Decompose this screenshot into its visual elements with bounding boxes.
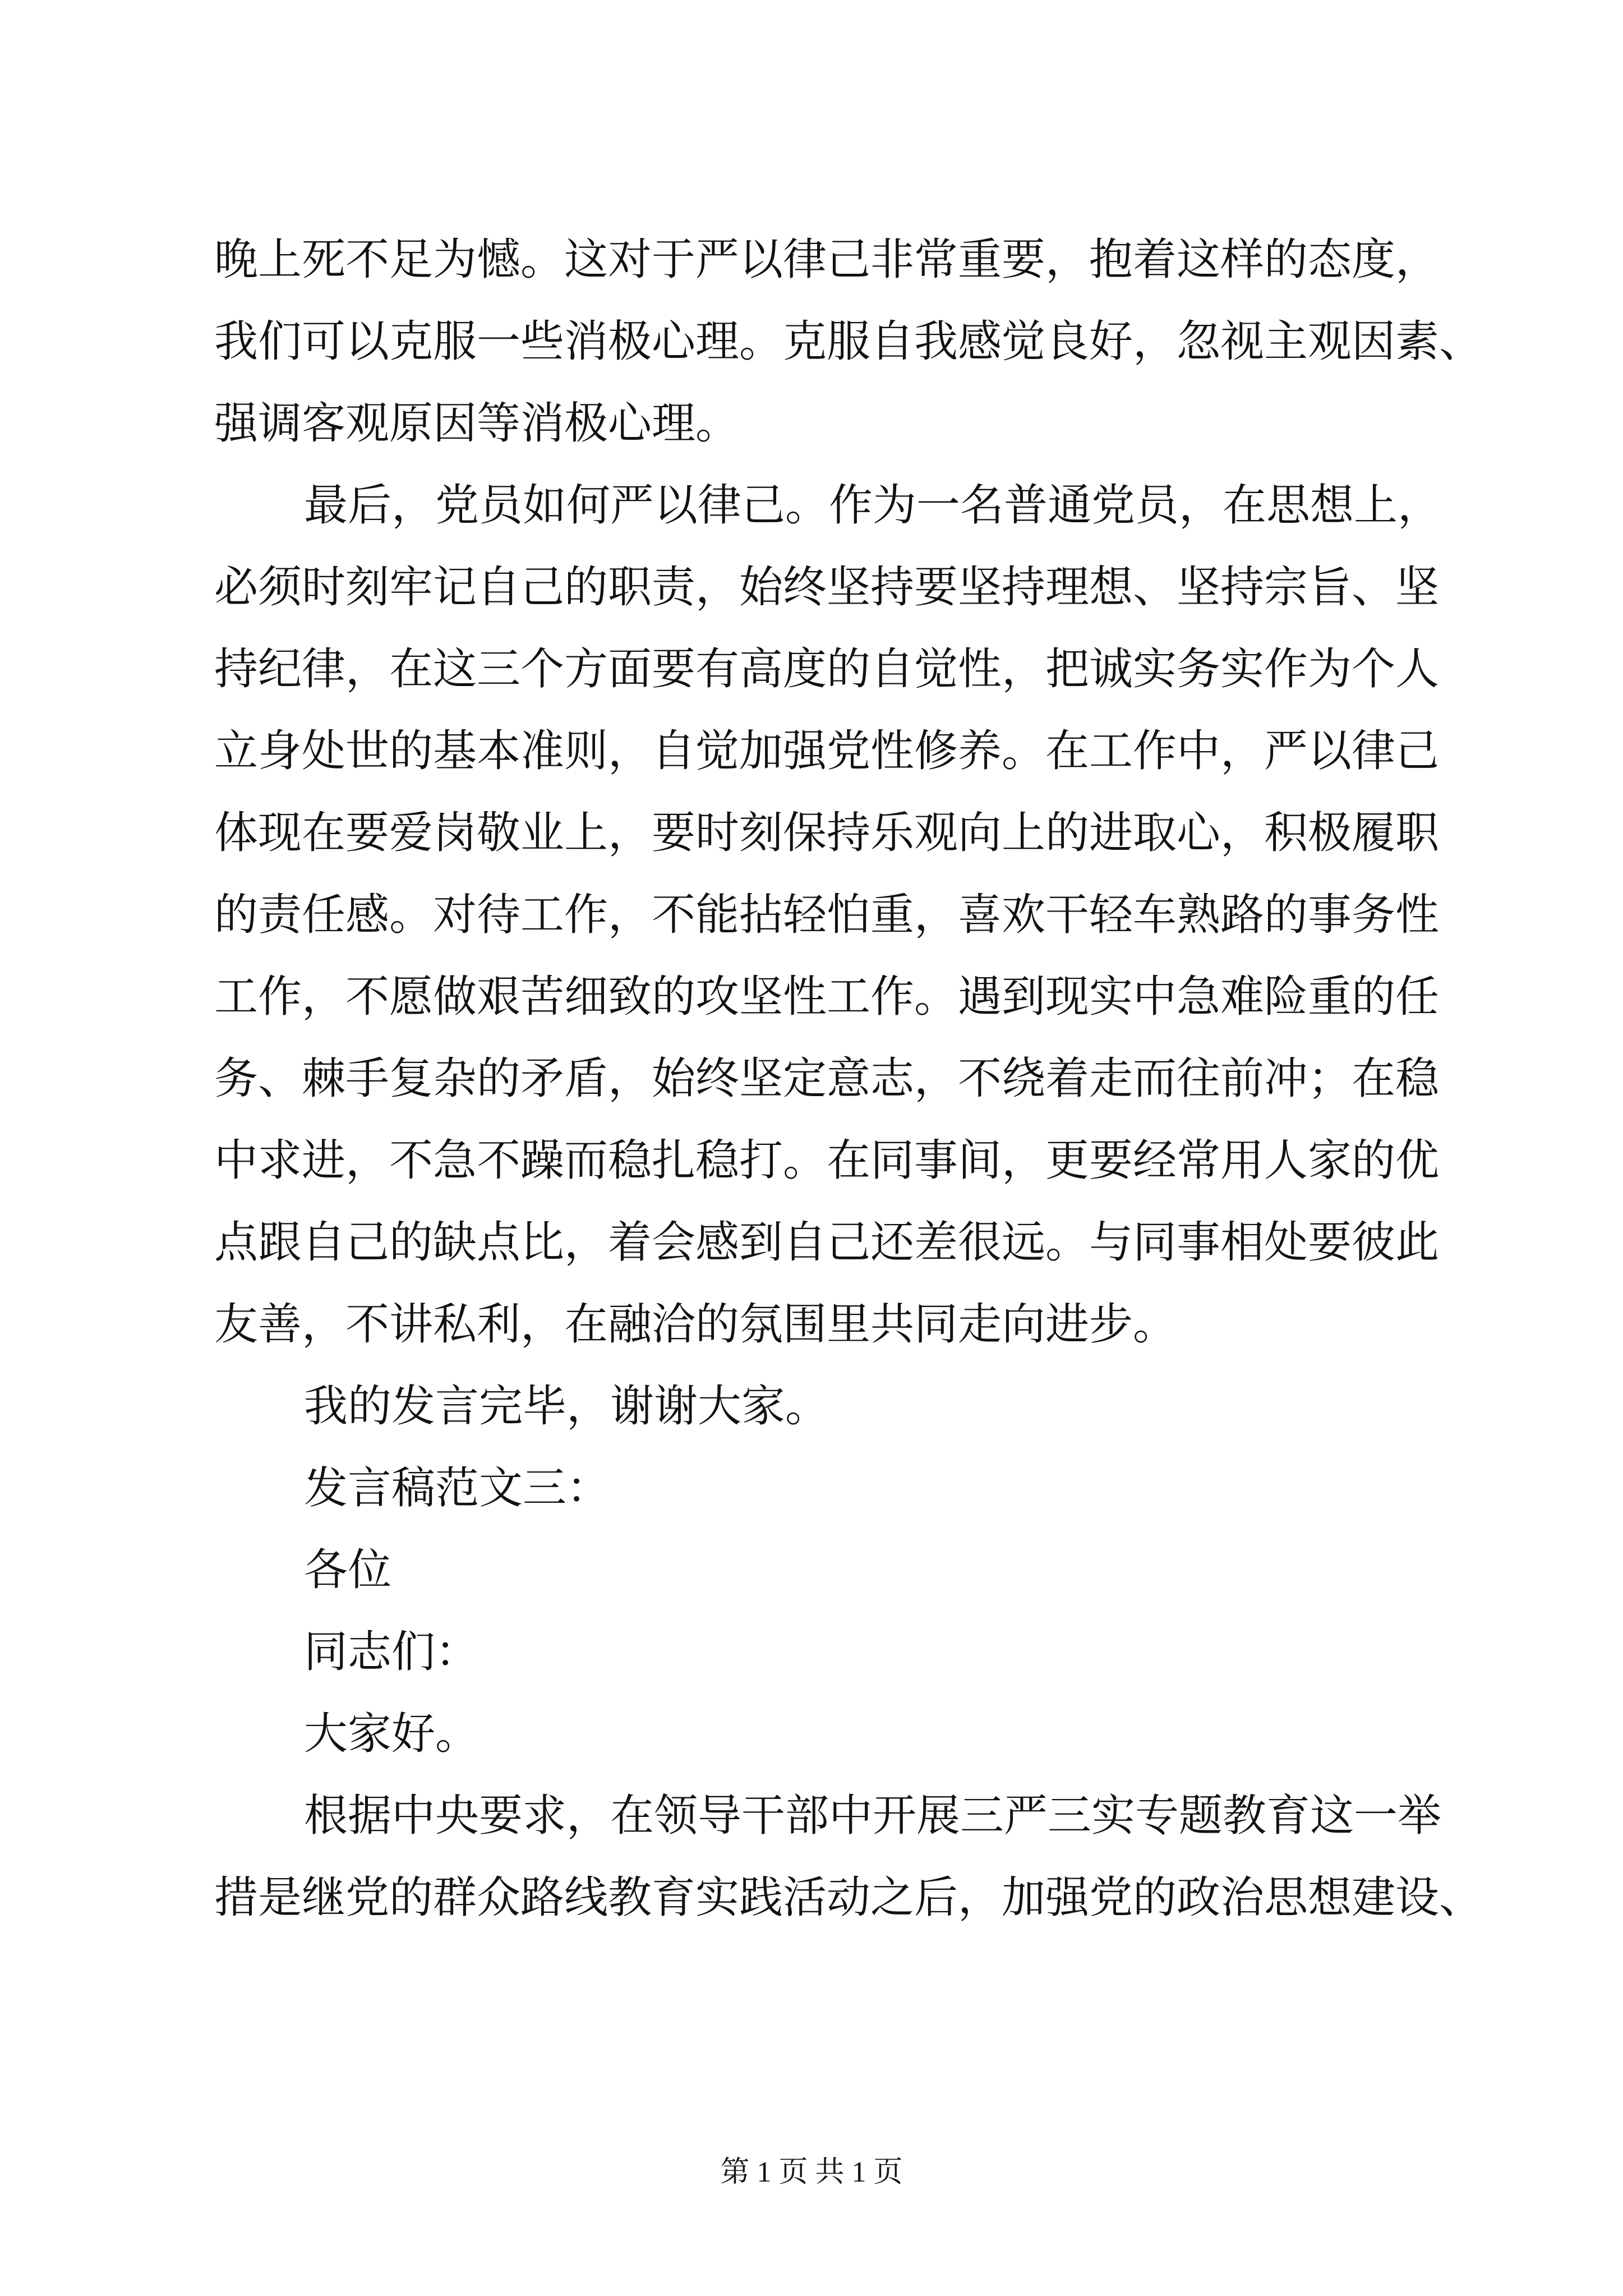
text-line: 的责任感。对待工作，不能拈轻怕重，喜欢干轻车熟路的事务性 <box>214 890 1440 940</box>
text-line: 中求进，不急不躁而稳扎稳打。在同事间，更要经常用人家的优 <box>214 1135 1440 1186</box>
text-line: 持纪律，在这三个方面要有高度的自觉性，把诚实务实作为个人 <box>214 644 1440 694</box>
greeting-line: 大家好。 <box>304 1709 479 1759</box>
text-line: 点跟自己的缺点比，着会感到自己还差很远。与同事相处要彼此 <box>214 1217 1440 1268</box>
text-line: 最后，党员如何严以律己。作为一名普通党员，在思想上， <box>304 480 1442 531</box>
text-line: 措是继党的群众路线教育实践活动之后，加强党的政治思想建设、 <box>214 1872 1483 1923</box>
text-line: 根据中央要求，在领导干部中开展三严三实专题教育这一举 <box>304 1791 1442 1841</box>
text-line: 友善，不讲私利，在融洽的氛围里共同走向进步。 <box>214 1299 1177 1350</box>
text-line: 必须时刻牢记自己的职责，始终坚持要坚持理想、坚持宗旨、坚 <box>214 562 1440 613</box>
text-line: 强调客观原因等消极心理。 <box>214 398 740 449</box>
text-line: 体现在要爱岗敬业上，要时刻保持乐观向上的进取心，积极履职 <box>214 808 1440 858</box>
salutation-line: 同志们： <box>304 1627 479 1677</box>
text-line: 立身处世的基本准则，自觉加强党性修养。在工作中，严以律己 <box>214 726 1440 776</box>
section-heading: 发言稿范文三： <box>304 1463 611 1513</box>
text-line: 晚上死不足为憾。这对于严以律己非常重要，抱着这样的态度， <box>214 234 1440 285</box>
text-line: 我们可以克服一些消极心理。克服自我感觉良好，忽视主观因素、 <box>214 316 1483 367</box>
text-line: 务、棘手复杂的矛盾，始终坚定意志，不绕着走而往前冲；在稳 <box>214 1053 1440 1104</box>
text-line: 工作，不愿做艰苦细致的攻坚性工作。遇到现实中急难险重的任 <box>214 972 1440 1022</box>
salutation-line: 各位 <box>304 1545 392 1595</box>
page-footer: 第 1 页 共 1 页 <box>720 2156 903 2188</box>
document-body <box>214 219 1483 1939</box>
closing-line: 我的发言完毕，谢谢大家。 <box>304 1381 829 1432</box>
